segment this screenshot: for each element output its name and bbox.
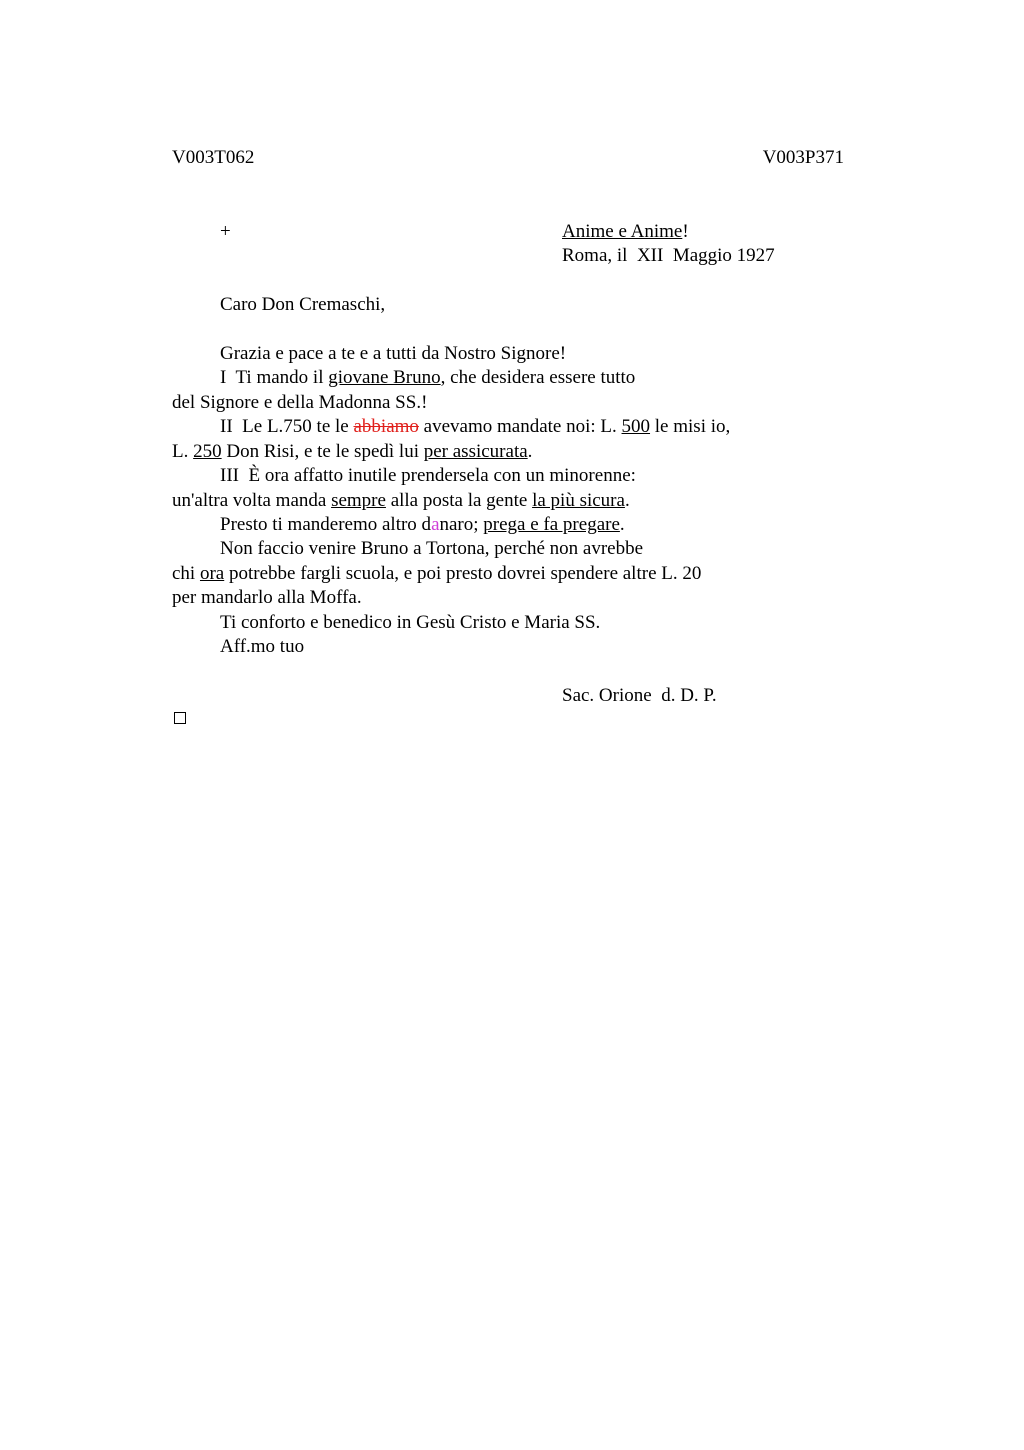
body-line-1: Grazia e pace a te e a tutti da Nostro Signore! xyxy=(220,343,567,364)
underlined-text: giovane Bruno xyxy=(328,367,441,388)
header-left-code: V003T062 xyxy=(172,147,255,168)
body-line-12: Ti conforto e benedico in Gesù Cristo e Maria SS. xyxy=(220,612,601,633)
body-line-2 xyxy=(220,366,635,390)
body-text: le misi io, xyxy=(650,416,731,437)
underlined-text: 250 xyxy=(193,441,222,462)
underlined-text: per assicurata xyxy=(423,441,528,462)
body-text: chi xyxy=(172,563,200,584)
motto-underlined: Anime e Anime xyxy=(562,221,683,242)
underlined-text: sempre xyxy=(331,490,386,511)
header-right-code: V003P371 xyxy=(762,147,844,168)
body-line-4 xyxy=(220,415,730,439)
body-text: I Ti mando il xyxy=(220,367,329,388)
highlighted-letter: a xyxy=(431,514,440,535)
closing: Aff.mo tuo xyxy=(220,636,305,657)
body-line-5 xyxy=(172,440,532,464)
body-text: potrebbe fargli scuola, e poi presto dovrei spendere altre L. 20 xyxy=(224,563,702,584)
body-text: . xyxy=(527,441,533,462)
body-text: . xyxy=(624,490,630,511)
body-line-6: III È ora affatto inutile prendersela con un minorenne: xyxy=(220,465,636,486)
motto-suffix: ! xyxy=(682,221,689,242)
signature: Sac. Orione d. D. P. xyxy=(562,685,717,706)
cross-symbol: + xyxy=(220,221,231,242)
body-line-8 xyxy=(220,513,625,537)
body-line-3: del Signore e della Madonna SS.! xyxy=(172,392,428,413)
body-text: . xyxy=(619,514,625,535)
motto xyxy=(562,220,689,244)
body-text: alla posta la gente xyxy=(385,490,533,511)
body-text: II Le L.750 te le xyxy=(220,416,354,437)
body-text: L. xyxy=(172,441,194,462)
salutation: Caro Don Cremaschi, xyxy=(220,294,386,315)
end-marker-box-icon xyxy=(174,712,186,724)
body-line-10 xyxy=(172,562,701,586)
underlined-text: 500 xyxy=(621,416,651,437)
place-date: Roma, il XII Maggio 1927 xyxy=(562,245,775,266)
struck-text: abbiamo xyxy=(353,416,419,437)
underlined-text: ora xyxy=(199,563,225,584)
body-text: Presto ti manderemo altro d xyxy=(220,514,432,535)
body-text: avevamo mandate noi: L. xyxy=(418,416,622,437)
body-line-7 xyxy=(172,489,630,513)
body-text: Don Risi, e te le spedì lui xyxy=(221,441,424,462)
underlined-text: prega e fa pregare xyxy=(483,514,620,535)
body-text: un'altra volta manda xyxy=(172,490,332,511)
body-line-11: per mandarlo alla Moffa. xyxy=(172,587,362,608)
body-line-9: Non faccio venire Bruno a Tortona, perché non avrebbe xyxy=(220,538,644,559)
body-text: , che desidera essere tutto xyxy=(440,367,636,388)
underlined-text: la più sicura xyxy=(532,490,625,511)
body-text: naro; xyxy=(439,514,484,535)
